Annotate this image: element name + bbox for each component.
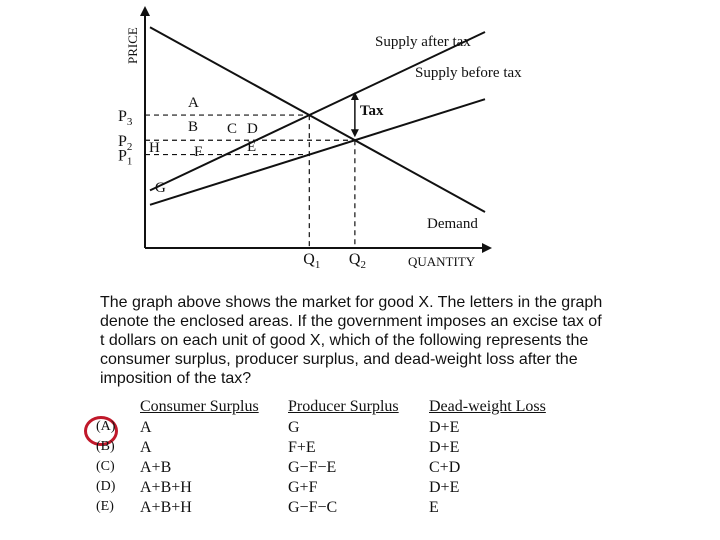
area-label-e: E — [247, 139, 257, 155]
demand-label: Demand — [427, 216, 478, 232]
option-label: (E) — [96, 499, 114, 514]
area-label-f: F — [194, 144, 203, 160]
option-label: (C) — [96, 459, 115, 474]
quantity-label-q2: $Q_2$ — [348, 251, 366, 271]
cs-value: A — [140, 439, 152, 456]
tax-arrow-head-down — [351, 129, 359, 137]
answer-row-e[interactable] — [96, 499, 576, 519]
x-axis-arrow — [482, 243, 492, 253]
option-label: (A) — [96, 419, 116, 434]
ps-value: G−F−C — [288, 499, 338, 516]
option-label: (D) — [96, 479, 116, 494]
cs-value: A+B+H — [140, 479, 192, 496]
dwl-value: D+E — [429, 439, 460, 456]
ps-value: G−F−E — [288, 459, 337, 476]
answer-row-b[interactable] — [96, 439, 576, 459]
ps-value: G — [288, 419, 300, 436]
area-label-d: D — [247, 121, 258, 137]
option-label: (B) — [96, 439, 115, 454]
dwl-value: D+E — [429, 479, 460, 496]
answer-row-c[interactable] — [96, 459, 576, 479]
y-axis-label: PRICE — [125, 27, 140, 64]
cs-value: A+B — [140, 459, 172, 476]
quantity-label-q1: $Q_1$ — [303, 251, 321, 271]
area-label-c: C — [227, 121, 238, 137]
area-label-a: A — [188, 95, 199, 111]
area-label-g: G — [155, 180, 166, 196]
question-text: The graph above shows the market for good X. The letters in the graph denote the enclosed areas. If the government imposes an excise tax of t dollars on each unit of good X, which of the following represents the consumer surplus, producer surplus, and dead-weight loss after the imposition of the tax? — [100, 294, 603, 387]
area-label-h: H — [149, 140, 160, 156]
answer-row-a[interactable] — [96, 419, 576, 439]
header-deadweight-loss: Dead-weight Loss — [429, 398, 546, 415]
area-label-b: B — [188, 119, 199, 135]
ps-value: F+E — [288, 439, 316, 456]
cs-value: A+B+H — [140, 499, 192, 516]
ps-value: G+F — [288, 479, 318, 496]
x-axis-label: QUANTITY — [408, 254, 476, 269]
dwl-value: C+D — [429, 459, 461, 476]
price-label-p2: $P_2$ — [118, 133, 133, 154]
tax-label: Tax — [359, 103, 384, 119]
dwl-value: E — [429, 499, 439, 516]
supply-after-tax-label: Supply after tax — [375, 34, 471, 50]
y-axis-arrow — [140, 6, 150, 16]
answer-row-d[interactable] — [96, 479, 576, 499]
cs-value: A — [140, 419, 152, 436]
dwl-value: D+E — [429, 419, 460, 436]
header-producer-surplus: Producer Surplus — [288, 398, 399, 415]
supply-before-tax-label: Supply before tax — [415, 65, 522, 81]
price-label-p3: $P_3$ — [118, 108, 133, 129]
price-label-p1: $P_1$ — [118, 147, 133, 168]
header-consumer-surplus: Consumer Surplus — [140, 398, 259, 415]
